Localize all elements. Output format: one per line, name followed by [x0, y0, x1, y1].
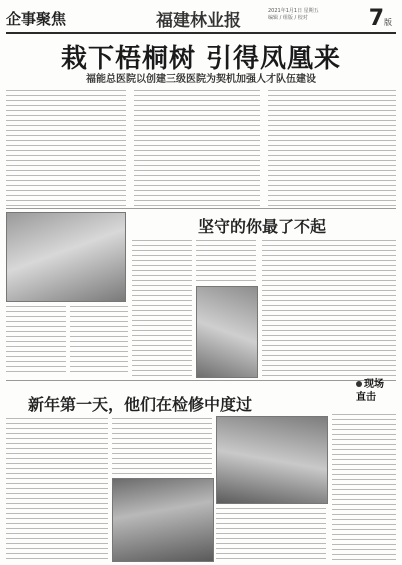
second-col-2 — [70, 304, 128, 376]
second-col-5 — [262, 238, 396, 376]
second-col-1 — [6, 304, 66, 376]
paper-name: 福建林业报 — [156, 11, 241, 31]
second-story-photo-2 — [196, 286, 258, 378]
third-story-photo-1 — [112, 478, 214, 562]
logo-dot-icon — [356, 381, 362, 387]
lead-bottom-rule — [6, 208, 396, 209]
mid-bottom-rule — [6, 380, 396, 381]
logo-line-2: 直击 — [356, 392, 376, 403]
logo-line-1-text: 现场 — [364, 379, 384, 390]
third-col-2 — [112, 416, 212, 474]
issue-date: 2021年1月1日 星期五 — [268, 8, 319, 14]
page-number-suffix: 版 — [384, 18, 392, 27]
lead-headline: 栽下梧桐树 引得凤凰来 — [60, 44, 342, 74]
second-col-3 — [132, 238, 192, 376]
third-story-photo-2 — [216, 416, 328, 504]
lead-col-3 — [268, 88, 396, 206]
issue-credits: 编辑 / 组版 / 校对 — [268, 15, 308, 21]
third-col-3 — [216, 506, 326, 560]
third-col-1 — [6, 416, 108, 560]
section-title: 企事聚焦 — [6, 10, 67, 28]
issue-info — [268, 8, 319, 22]
lead-subheadline: 福能总医院以创建三级医院为契机加强人才队伍建设 — [86, 74, 316, 85]
second-col-4 — [196, 238, 256, 282]
second-story-photo — [6, 212, 126, 302]
page-number — [369, 6, 392, 31]
on-the-spot-logo — [356, 378, 396, 408]
lead-col-1 — [6, 88, 126, 206]
lead-col-2 — [134, 88, 260, 206]
third-headline: 新年第一天，他们在检修中度过 — [28, 395, 253, 414]
masthead — [6, 6, 396, 34]
page-number-value: 7 — [368, 6, 384, 31]
second-headline: 坚守的你最了不起 — [197, 217, 326, 236]
logo-line-1 — [356, 378, 396, 391]
third-col-4 — [332, 412, 396, 560]
